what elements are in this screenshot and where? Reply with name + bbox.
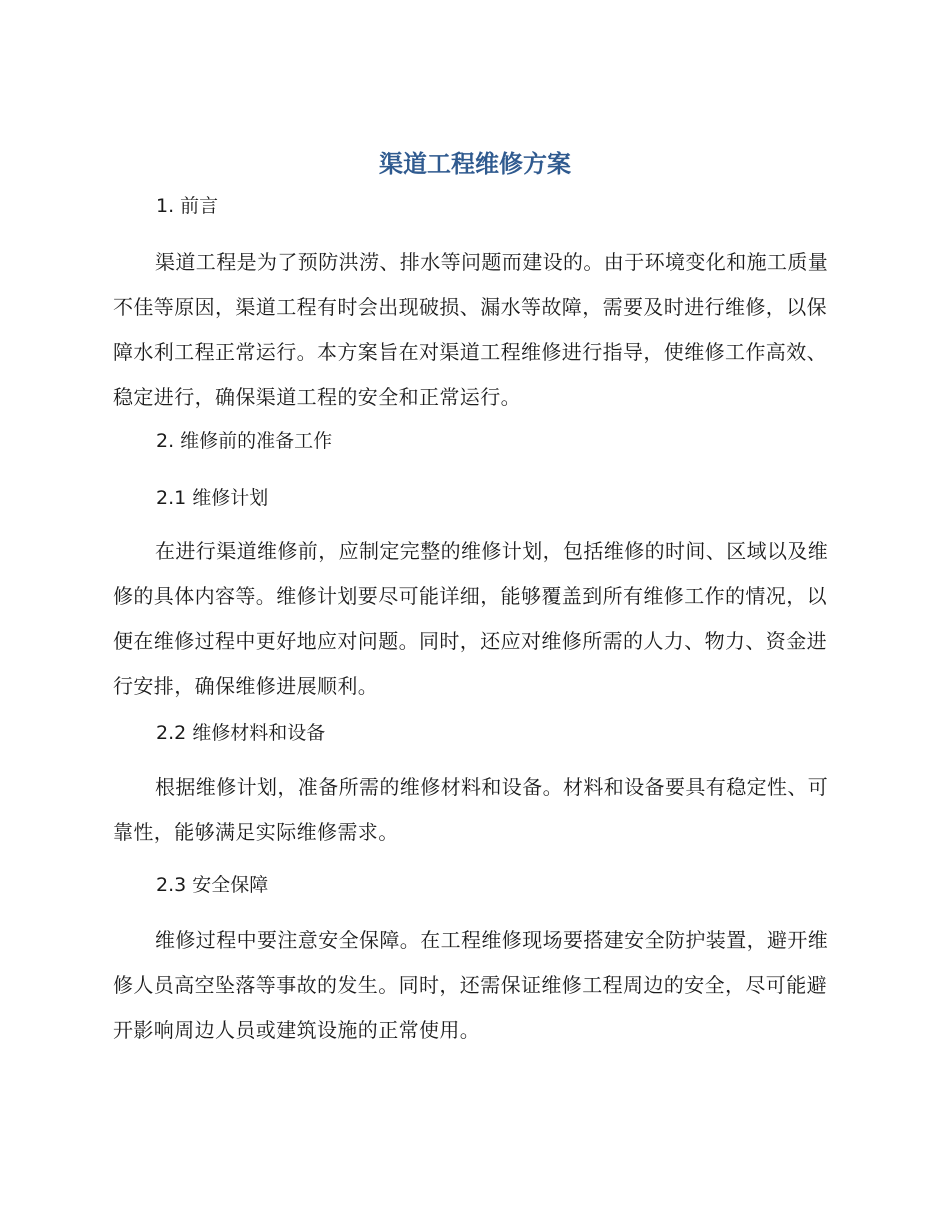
paragraph-plan: 在进行渠道维修前，应制定完整的维修计划，包括维修的时间、区域以及维修的具体内容等。维修计划要尽可能详细，能够覆盖到所有维修工作的情况，以便在维修过程中更好地应对问题。同时，还应对维修所需的人力、物力、资金进行安排，确保维修进展顺利。 [113, 539, 829, 698]
section-heading-preparation: 2. 维修前的准备工作 [156, 430, 333, 452]
section-heading-safety: 2.3 安全保障 [156, 874, 269, 896]
document-title: 渠道工程维修方案 [379, 150, 571, 178]
paragraph-safety: 维修过程中要注意安全保障。在工程维修现场要搭建安全防护装置，避开维修人员高空坠落等事故的发生。同时，还需保证维修工程周边的安全，尽可能避开影响周边人员或建筑设施的正常使用。 [113, 928, 829, 1042]
paragraph-preface: 渠道工程是为了预防洪涝、排水等问题而建设的。由于环境变化和施工质量不佳等原因，渠道工程有时会出现破损、漏水等故障，需要及时进行维修，以保障水利工程正常运行。本方案旨在对渠道工程维修进行指导，使维修工作高效、稳定进行，确保渠道工程的安全和正常运行。 [113, 250, 829, 409]
section-heading-preface: 1. 前言 [156, 195, 219, 217]
paragraph-materials: 根据维修计划，准备所需的维修材料和设备。材料和设备要具有稳定性、可靠性，能够满足实际维修需求。 [113, 775, 829, 844]
section-heading-materials: 2.2 维修材料和设备 [156, 722, 326, 744]
section-heading-plan: 2.1 维修计划 [156, 487, 269, 509]
